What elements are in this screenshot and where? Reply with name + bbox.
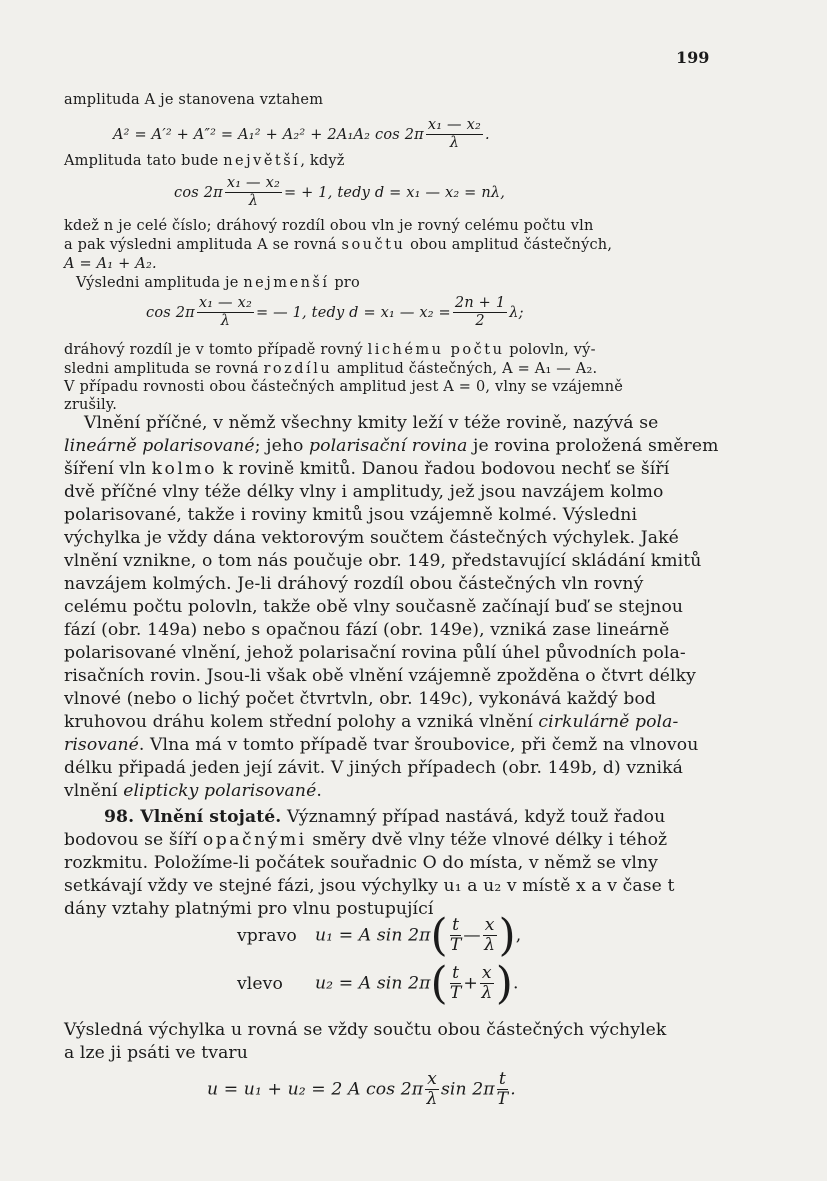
text-line: Výsledni amplituda je nejmenší pro — [76, 275, 360, 291]
section-heading-line: 98. Vlnění stojaté. Významný případ nastává, když touž řadou — [104, 807, 666, 827]
text-line: kruhovou dráhu kolem střední polohy a vzniká vlnění cirkulárně pola- — [64, 712, 679, 732]
text-line: šíření vln kolmo k rovině kmitů. Danou řadou bodovou nechť se šíří — [64, 459, 670, 479]
text-line: celému počtu polovln, takže obě vlny současně začínají buď se stejnou — [64, 597, 684, 617]
page-number: 199 — [676, 48, 710, 67]
text-line: V případu rovnosti obou částečných amplitud jest A = 0, vlny se vzájemně — [64, 379, 624, 395]
text-line: risované. Vlna má v tomto případě tvar šroubovice, při čemž na vlnovou — [64, 735, 699, 755]
text-line: dvě příčné vlny téže délky vlny i amplitudy, jež jsou navzájem kolmo — [64, 482, 664, 502]
text-line: Výsledná výchylka u rovná se vždy součtu obou částečných výchylek — [64, 1020, 667, 1040]
equation-wave-right: vpravo u₁ = A sin 2π( $\frac{t}{T}$ — $\frac{x}{\lambda}$ ), — [237, 910, 522, 961]
text-line: risačních rovin. Jsou-li však obě vlnění vzájemně zpožděna o čtvrt délky — [64, 666, 696, 686]
text-line: vlnění elipticky polarisované. — [64, 781, 322, 801]
text-line: a lze ji psáti ve tvaru — [64, 1043, 248, 1063]
text-line: vlnové (nebo o lichý počet čtvrtvln, obr. 149c), vykonává každý bod — [64, 689, 657, 709]
section-heading: 98. Vlnění stojaté. — [104, 807, 282, 827]
text-line: kdež n je celé číslo; dráhový rozdíl obou vln je rovný celému počtu vln — [64, 218, 594, 234]
text-line: Vlnění příčné, v němž všechny kmity leží v téže rovině, nazývá se — [84, 413, 659, 433]
text-line: Amplituda tato bude největší, když — [64, 153, 345, 169]
text-line: navzájem kolmých. Je-li dráhový rozdíl obou částečných vln rovný — [64, 574, 644, 594]
text-line: a pak výsledni amplituda A se rovná součtu obou amplitud částečných, — [64, 237, 613, 253]
text-line: polarisované, takže i roviny kmitů jsou vzájemně kolmé. Výsledni — [64, 505, 638, 525]
text-line: zrušily. — [64, 397, 118, 413]
equation-standing-wave: u = u₁ + u₂ = 2 A cos 2π $\frac{x}{\lambda}$ sin 2π $\frac{t}{T}$ . — [207, 1069, 516, 1109]
text-line: dráhový rozdíl je v tomto případě rovný lichému počtu polovln, vý- — [64, 342, 596, 358]
equation-wave-left: vlevo u₂ = A sin 2π( $\frac{t}{T}$ + $\frac{x}{\lambda}$ ). — [237, 958, 519, 1009]
text-line: vlnění vznikne, o tom nás poučuje obr. 149, představující skládání kmitů — [64, 551, 702, 571]
text-line: setkávají vždy ve stejné fázi, jsou výchylky u₁ a u₂ v místě x a v čase t — [64, 876, 675, 896]
text-line: lineárně polarisované; jeho polarisační rovina je rovina proložená směrem — [64, 436, 719, 456]
equation-min-condition: cos 2π $\frac{\text{x₁ — x₂}}{\lambda}$ = — 1, tedy d = x₁ — x₂ = $\frac{2n + 1}{2}$ λ; — [146, 295, 524, 329]
text-line: bodovou se šíří opačnými směry dvě vlny téže vlnové délky i téhož — [64, 830, 668, 850]
text-line: délku připadá jeden její závit. V jiných případech (obr. 149b, d) vzniká — [64, 758, 683, 778]
equation-max-condition: cos 2π $\frac{\text{x₁ — x₂}}{\lambda}$ = + 1, tedy d = x₁ — x₂ = nλ, — [174, 175, 506, 209]
text-line: fází (obr. 149a) nebo s opačnou fází (obr. 149e), vzniká zase lineárně — [64, 620, 670, 640]
text-line: amplituda A je stanovena vztahem — [64, 92, 324, 108]
text-line: sledni amplituda se rovná rozdílu amplitud částečných, A = A₁ — A₂. — [64, 361, 598, 377]
text-line: výchylka je vždy dána vektorovým součtem částečných výchylek. Jaké — [64, 528, 679, 548]
equation-amplitude: A² = A′² + A″² = A₁² + A₂² + 2A₁A₂ cos 2π $\frac{\text{x₁ — x₂}}{\lambda}$ . — [113, 117, 490, 151]
text-line: rozkmitu. Položíme-li počátek souřadnic O do místa, v němž se vlny — [64, 853, 658, 873]
text-line: polarisované vlnění, jehož polarisační rovina půlí úhel původních pola- — [64, 643, 686, 663]
text-line: dány vztahy platnými pro vlnu postupující — [64, 899, 434, 919]
text-line: A = A₁ + A₂. — [64, 256, 157, 272]
